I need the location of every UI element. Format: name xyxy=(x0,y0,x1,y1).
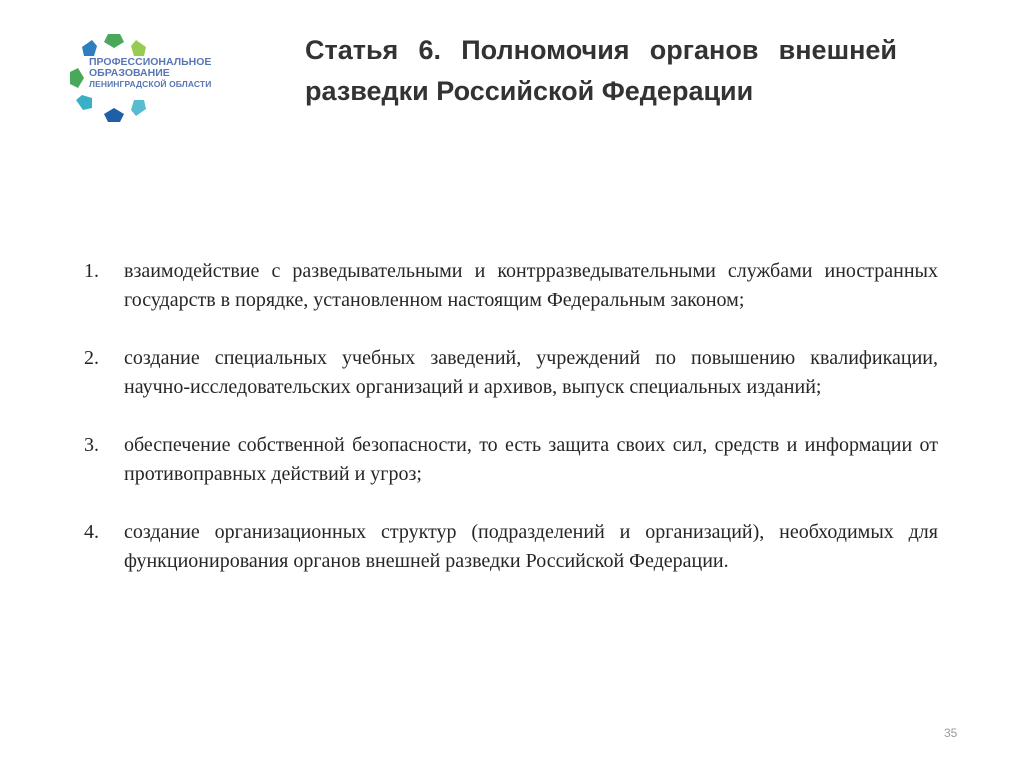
list-item xyxy=(84,431,938,489)
logo-text xyxy=(89,57,259,90)
logo-line-1: ПРОФЕССИОНАЛЬНОЕ xyxy=(89,56,212,68)
list-item xyxy=(84,344,938,402)
powers-list xyxy=(84,257,938,605)
list-item xyxy=(84,518,938,576)
logo-line-3: ЛЕНИНГРАДСКОЙ ОБЛАСТИ xyxy=(89,79,212,89)
slide-title: Статья 6. Полномочия органов внешней разведки Российской Федерации xyxy=(305,35,897,106)
item-number: 3. xyxy=(84,434,99,456)
list-item xyxy=(84,257,938,315)
item-text: взаимодействие с разведывательными и контрразведывательными службами иностранных государств в порядке, установленном настоящим Федеральным законом; xyxy=(124,260,938,311)
item-number: 1. xyxy=(84,260,99,282)
item-number: 2. xyxy=(84,347,99,369)
page-number: 35 xyxy=(944,726,958,740)
item-text: обеспечение собственной безопасности, то есть защита своих сил, средств и информации от противоправных действий и угроз; xyxy=(124,434,938,485)
logo-line-2: ОБРАЗОВАНИЕ xyxy=(89,67,170,79)
item-text: создание организационных структур (подразделений и организаций), необходимых для функционирования органов внешней разведки Российской Федерации. xyxy=(124,521,938,572)
item-number: 4. xyxy=(84,521,99,543)
logo xyxy=(66,30,256,126)
item-text: создание специальных учебных заведений, учреждений по повышению квалификации, научно-исследовательских организаций и архивов, выпуск специальных изданий; xyxy=(124,347,938,398)
